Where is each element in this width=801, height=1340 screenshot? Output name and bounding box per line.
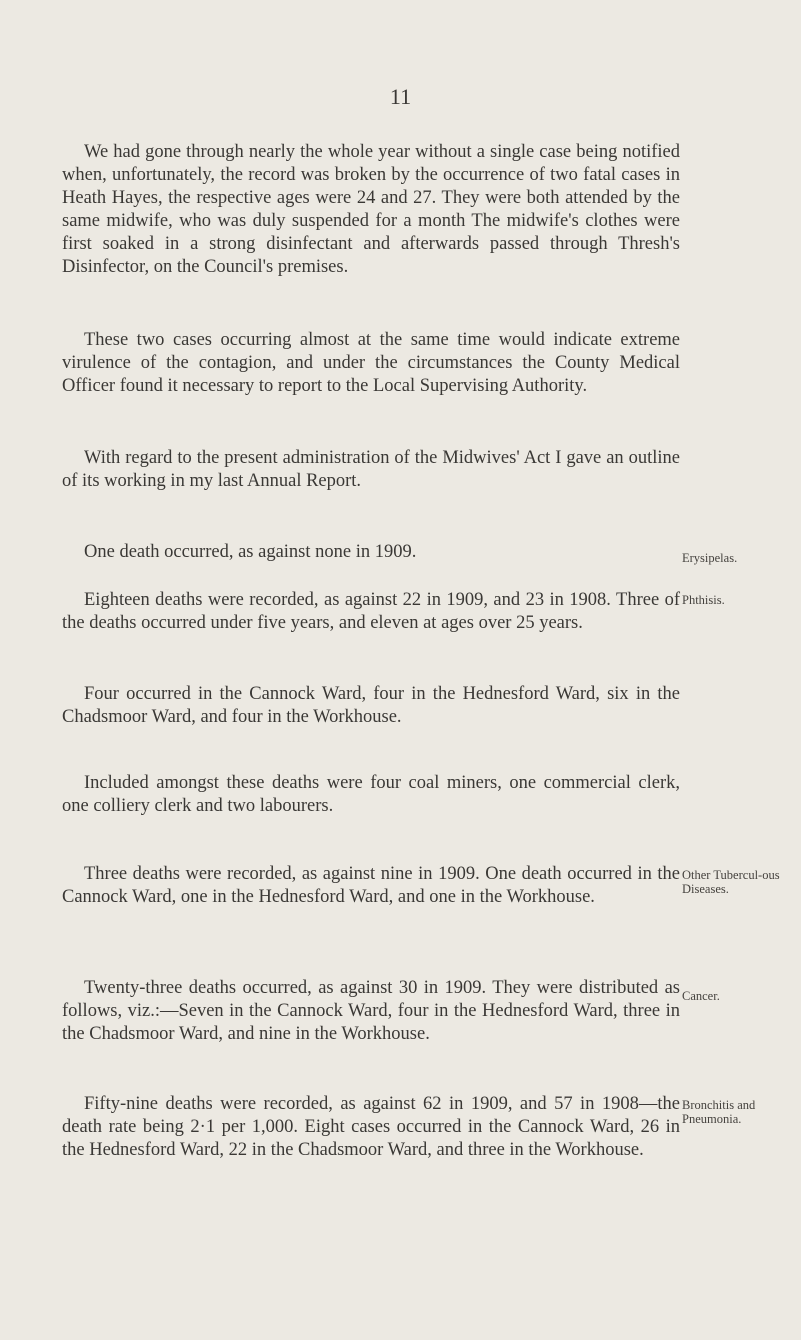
paragraph-other-tubercular: Three deaths were recorded, as against nine in 1909. One death occurred in the Cannock Ward, one in the Hednesford Ward, and one in the Workhouse.: [62, 864, 680, 907]
page-number: 11: [389, 84, 412, 109]
paragraph-bronchitis: Fifty-nine deaths were recorded, as against 62 in 1909, and 57 in 1908—the death rate being 2·1 per 1,000. Eight cases occurred in the Cannock Ward, 26 in the Hednesford Ward, 22 in the Chadsmoor Ward, and three in the Workhouse.: [62, 1094, 680, 1160]
paragraph-phthisis-occupations: Included amongst these deaths were four coal miners, one commercial clerk, one colliery clerk and two labourers.: [62, 773, 680, 816]
paragraph-cancer: Twenty-three deaths occurred, as against 30 in 1909. They were distributed as follows, viz.:—Seven in the Cannock Ward, four in the Hednesford Ward, three in the Chadsmoor Ward, and nine in the Workhouse.: [62, 978, 680, 1044]
margin-note-phthisis: Phthisis.: [682, 593, 725, 607]
paragraph-phthisis: Eighteen deaths were recorded, as against 22 in 1909, and 23 in 1908. Three of the deaths occurred under five years, and eleven at ages over 25 years.: [62, 590, 680, 633]
paragraph-virulence: These two cases occurring almost at the same time would indicate extreme virulence of the contagion, and under the circumstances the County Medical Officer found it necessary to report to the Local Supervising Authority.: [62, 330, 680, 396]
margin-note-cancer: Cancer.: [682, 989, 720, 1003]
margin-note-other-tubercular: Other Tubercul-ous Diseases.: [682, 868, 780, 896]
margin-note-bronchitis: Bronchitis and Pneumonia.: [682, 1098, 756, 1126]
paragraph-midwives-act: With regard to the present administration of the Midwives' Act I gave an outline of its working in my last Annual Report.: [62, 448, 680, 491]
paragraph-erysipelas: One death occurred, as against none in 1909.: [84, 542, 417, 562]
margin-note-erysipelas: Erysipelas.: [682, 551, 738, 565]
paragraph-puerperal-fever: We had gone through nearly the whole year without a single case being notified when, unfortunately, the record was broken by the occurrence of two fatal cases in Heath Hayes, the respective ages were 24 and 27. They were both attended by the same midwife, who was duly suspended for a month The midwife's clothes were first soaked in a strong disinfectant and afterwards passed through Thresh's Disinfector, on the Council's premises.: [62, 142, 680, 277]
paragraph-phthisis-wards: Four occurred in the Cannock Ward, four in the Hednesford Ward, six in the Chadsmoor Ward, and four in the Workhouse.: [62, 684, 680, 727]
